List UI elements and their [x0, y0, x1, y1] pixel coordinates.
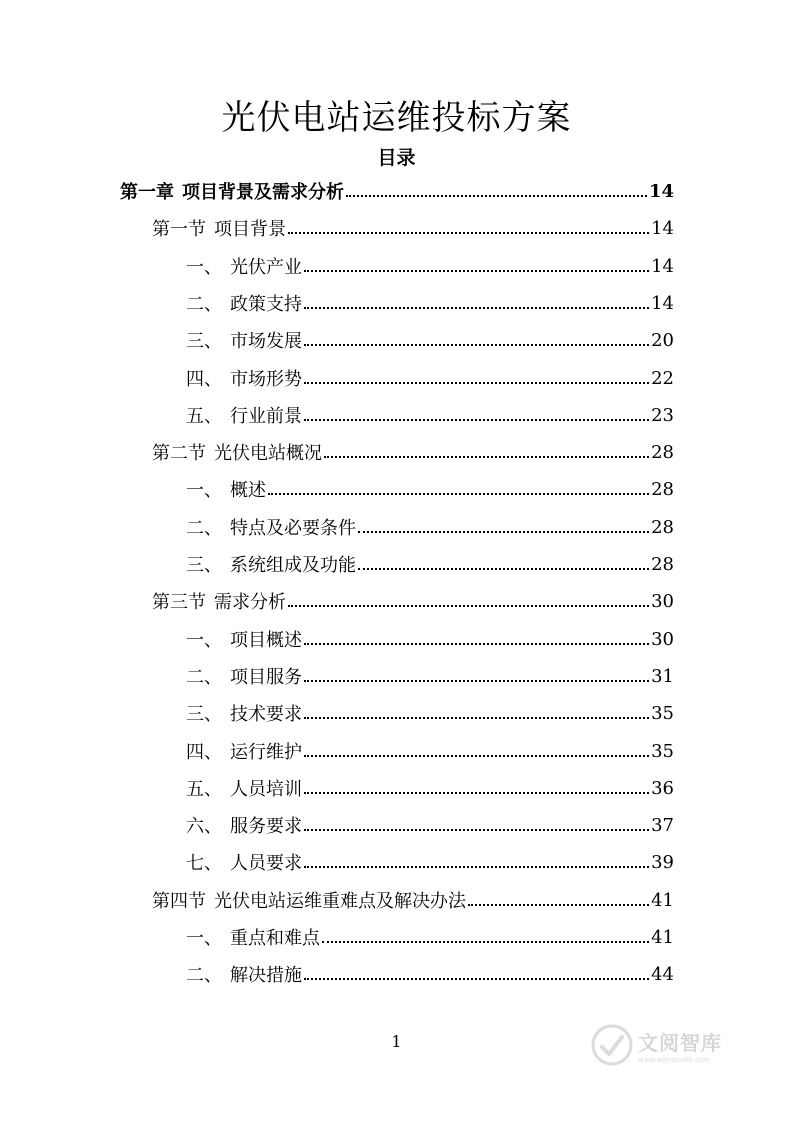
toc-entry-number: 第二节 — [152, 443, 206, 464]
toc-entry-page: 35 — [651, 702, 674, 724]
toc-entry-number: 三、 — [186, 704, 222, 725]
toc-entry-number: 三、 — [186, 331, 222, 352]
toc-entry-number: 五、 — [186, 406, 222, 427]
toc-subsection-entry[interactable] — [186, 922, 674, 952]
toc-entry-page: 44 — [651, 963, 674, 985]
toc-entry-number: 一、 — [186, 257, 222, 278]
toc-entry-label: 市场形势 — [230, 369, 302, 390]
toc-entry-label: 系统组成及功能 — [230, 555, 356, 576]
toc-subsection-entry[interactable] — [186, 698, 674, 728]
toc-entry-page: 20 — [651, 329, 674, 351]
toc-entry-page: 41 — [651, 889, 674, 911]
toc-entry-page: 14 — [651, 292, 674, 314]
toc-heading: 目录 — [377, 147, 416, 169]
toc-entry-label: 特点及必要条件 — [230, 518, 356, 539]
toc-dot-leader — [304, 866, 649, 868]
toc-entry-page: 41 — [651, 926, 674, 948]
toc-dot-leader — [304, 344, 649, 346]
toc-entry-page: 23 — [651, 404, 674, 426]
toc-entry-number: 第一节 — [152, 219, 206, 240]
toc-dot-leader — [304, 680, 649, 682]
toc-subsection-entry[interactable] — [186, 474, 674, 504]
page-number: 1 — [391, 1032, 402, 1051]
toc-subsection-entry[interactable] — [186, 773, 674, 803]
toc-entry-page: 35 — [651, 740, 674, 762]
toc-entry-label: 项目背景及需求分析 — [182, 182, 344, 203]
toc-subsection-entry[interactable] — [186, 661, 674, 691]
toc-dot-leader — [288, 605, 649, 607]
toc-dot-leader — [304, 419, 649, 421]
toc-entry-page: 14 — [651, 255, 674, 277]
toc-entry-label: 项目概述 — [230, 630, 302, 651]
toc-entry-number: 三、 — [186, 555, 222, 576]
wenyue-logo-icon — [590, 1023, 634, 1067]
toc-entry-number: 六、 — [186, 816, 222, 837]
toc-dot-leader — [304, 717, 649, 719]
toc-subsection-entry[interactable] — [186, 736, 674, 766]
toc-chapter-entry[interactable] — [120, 176, 674, 206]
toc-dot-leader — [288, 232, 649, 234]
toc-subsection-entry[interactable] — [186, 549, 674, 579]
toc-subsection-entry[interactable] — [186, 847, 674, 877]
toc-subsection-entry[interactable] — [186, 810, 674, 840]
toc-dot-leader — [304, 755, 649, 757]
toc-entry-number: 四、 — [186, 369, 222, 390]
toc-entry-label: 人员要求 — [230, 853, 302, 874]
toc-entry-number: 二、 — [186, 294, 222, 315]
toc-entry-number: 四、 — [186, 742, 222, 763]
toc-entry-number: 二、 — [186, 667, 222, 688]
toc-entry-number: 二、 — [186, 518, 222, 539]
document-title: 光伏电站运维投标方案 — [221, 98, 572, 138]
toc-entry-page: 28 — [651, 441, 674, 463]
toc-entry-page: 14 — [648, 180, 674, 202]
toc-dot-leader — [324, 456, 649, 458]
toc-subsection-entry[interactable] — [186, 325, 674, 355]
toc-entry-label: 政策支持 — [230, 294, 302, 315]
toc-dot-leader — [304, 978, 649, 980]
toc-entry-page: 28 — [651, 553, 674, 575]
toc-entry-page: 39 — [651, 851, 674, 873]
toc-entry-page: 28 — [651, 516, 674, 538]
toc-entry-number: 一、 — [186, 480, 222, 501]
toc-entry-label: 重点和难点 — [230, 928, 320, 949]
toc-entry-label: 光伏产业 — [230, 257, 302, 278]
toc-entry-page: 30 — [651, 628, 674, 650]
toc-dot-leader — [304, 382, 649, 384]
toc-dot-leader — [268, 493, 649, 495]
toc-entry-label: 项目服务 — [230, 667, 302, 688]
toc-entry-label: 市场发展 — [230, 331, 302, 352]
toc-entry-label: 解决措施 — [230, 965, 302, 986]
toc-entry-number: 七、 — [186, 853, 222, 874]
toc-subsection-entry[interactable] — [186, 288, 674, 318]
toc-entry-label: 项目背景 — [214, 219, 286, 240]
toc-dot-leader — [304, 829, 649, 831]
toc-entry-number: 第三节 — [152, 592, 206, 613]
toc-section-entry[interactable] — [152, 885, 674, 915]
toc-entry-page: 22 — [651, 367, 674, 389]
toc-subsection-entry[interactable] — [186, 400, 674, 430]
toc-subsection-entry[interactable] — [186, 363, 674, 393]
toc-entry-label: 行业前景 — [230, 406, 302, 427]
toc-dot-leader — [304, 792, 649, 794]
toc-entry-label: 光伏电站运维重难点及解决办法 — [214, 891, 466, 912]
toc-entry-number: 第一章 — [120, 182, 174, 203]
toc-dot-leader — [304, 307, 649, 309]
toc-dot-leader — [346, 195, 647, 197]
toc-entry-page: 30 — [651, 590, 674, 612]
toc-dot-leader — [358, 568, 649, 570]
toc-subsection-entry[interactable] — [186, 251, 674, 281]
toc-entry-page: 36 — [651, 777, 674, 799]
toc-subsection-entry[interactable] — [186, 959, 674, 989]
toc-entry-number: 一、 — [186, 630, 222, 651]
toc-dot-leader — [304, 270, 649, 272]
toc-entry-label: 概述 — [230, 480, 266, 501]
toc-dot-leader — [358, 531, 649, 533]
toc-entry-label: 服务要求 — [230, 816, 302, 837]
toc-section-entry[interactable] — [152, 586, 674, 616]
toc-entry-number: 一、 — [186, 928, 222, 949]
toc-dot-leader — [468, 904, 649, 906]
toc-entry-label: 人员培训 — [230, 779, 302, 800]
toc-section-entry[interactable] — [152, 437, 674, 467]
toc-entry-page: 31 — [651, 665, 674, 687]
toc-entry-number: 第四节 — [152, 891, 206, 912]
toc-entry-label: 技术要求 — [230, 704, 302, 725]
toc-entry-page: 14 — [651, 217, 674, 239]
watermark-url: www.wenduolib.com — [638, 1055, 710, 1064]
toc-dot-leader — [322, 941, 649, 943]
toc-entry-page: 28 — [651, 478, 674, 500]
toc-entry-number: 二、 — [186, 965, 222, 986]
toc-entry-number: 五、 — [186, 779, 222, 800]
toc-entry-label: 运行维护 — [230, 742, 302, 763]
toc-entry-page: 37 — [651, 814, 674, 836]
watermark — [590, 1020, 760, 1070]
toc-section-entry[interactable] — [152, 213, 674, 243]
watermark-name: 文阅智库 — [638, 1030, 722, 1055]
toc-entry-label: 需求分析 — [214, 592, 286, 613]
toc-subsection-entry[interactable] — [186, 624, 674, 654]
toc-dot-leader — [304, 643, 649, 645]
toc-subsection-entry[interactable] — [186, 512, 674, 542]
toc-entry-label: 光伏电站概况 — [214, 443, 322, 464]
